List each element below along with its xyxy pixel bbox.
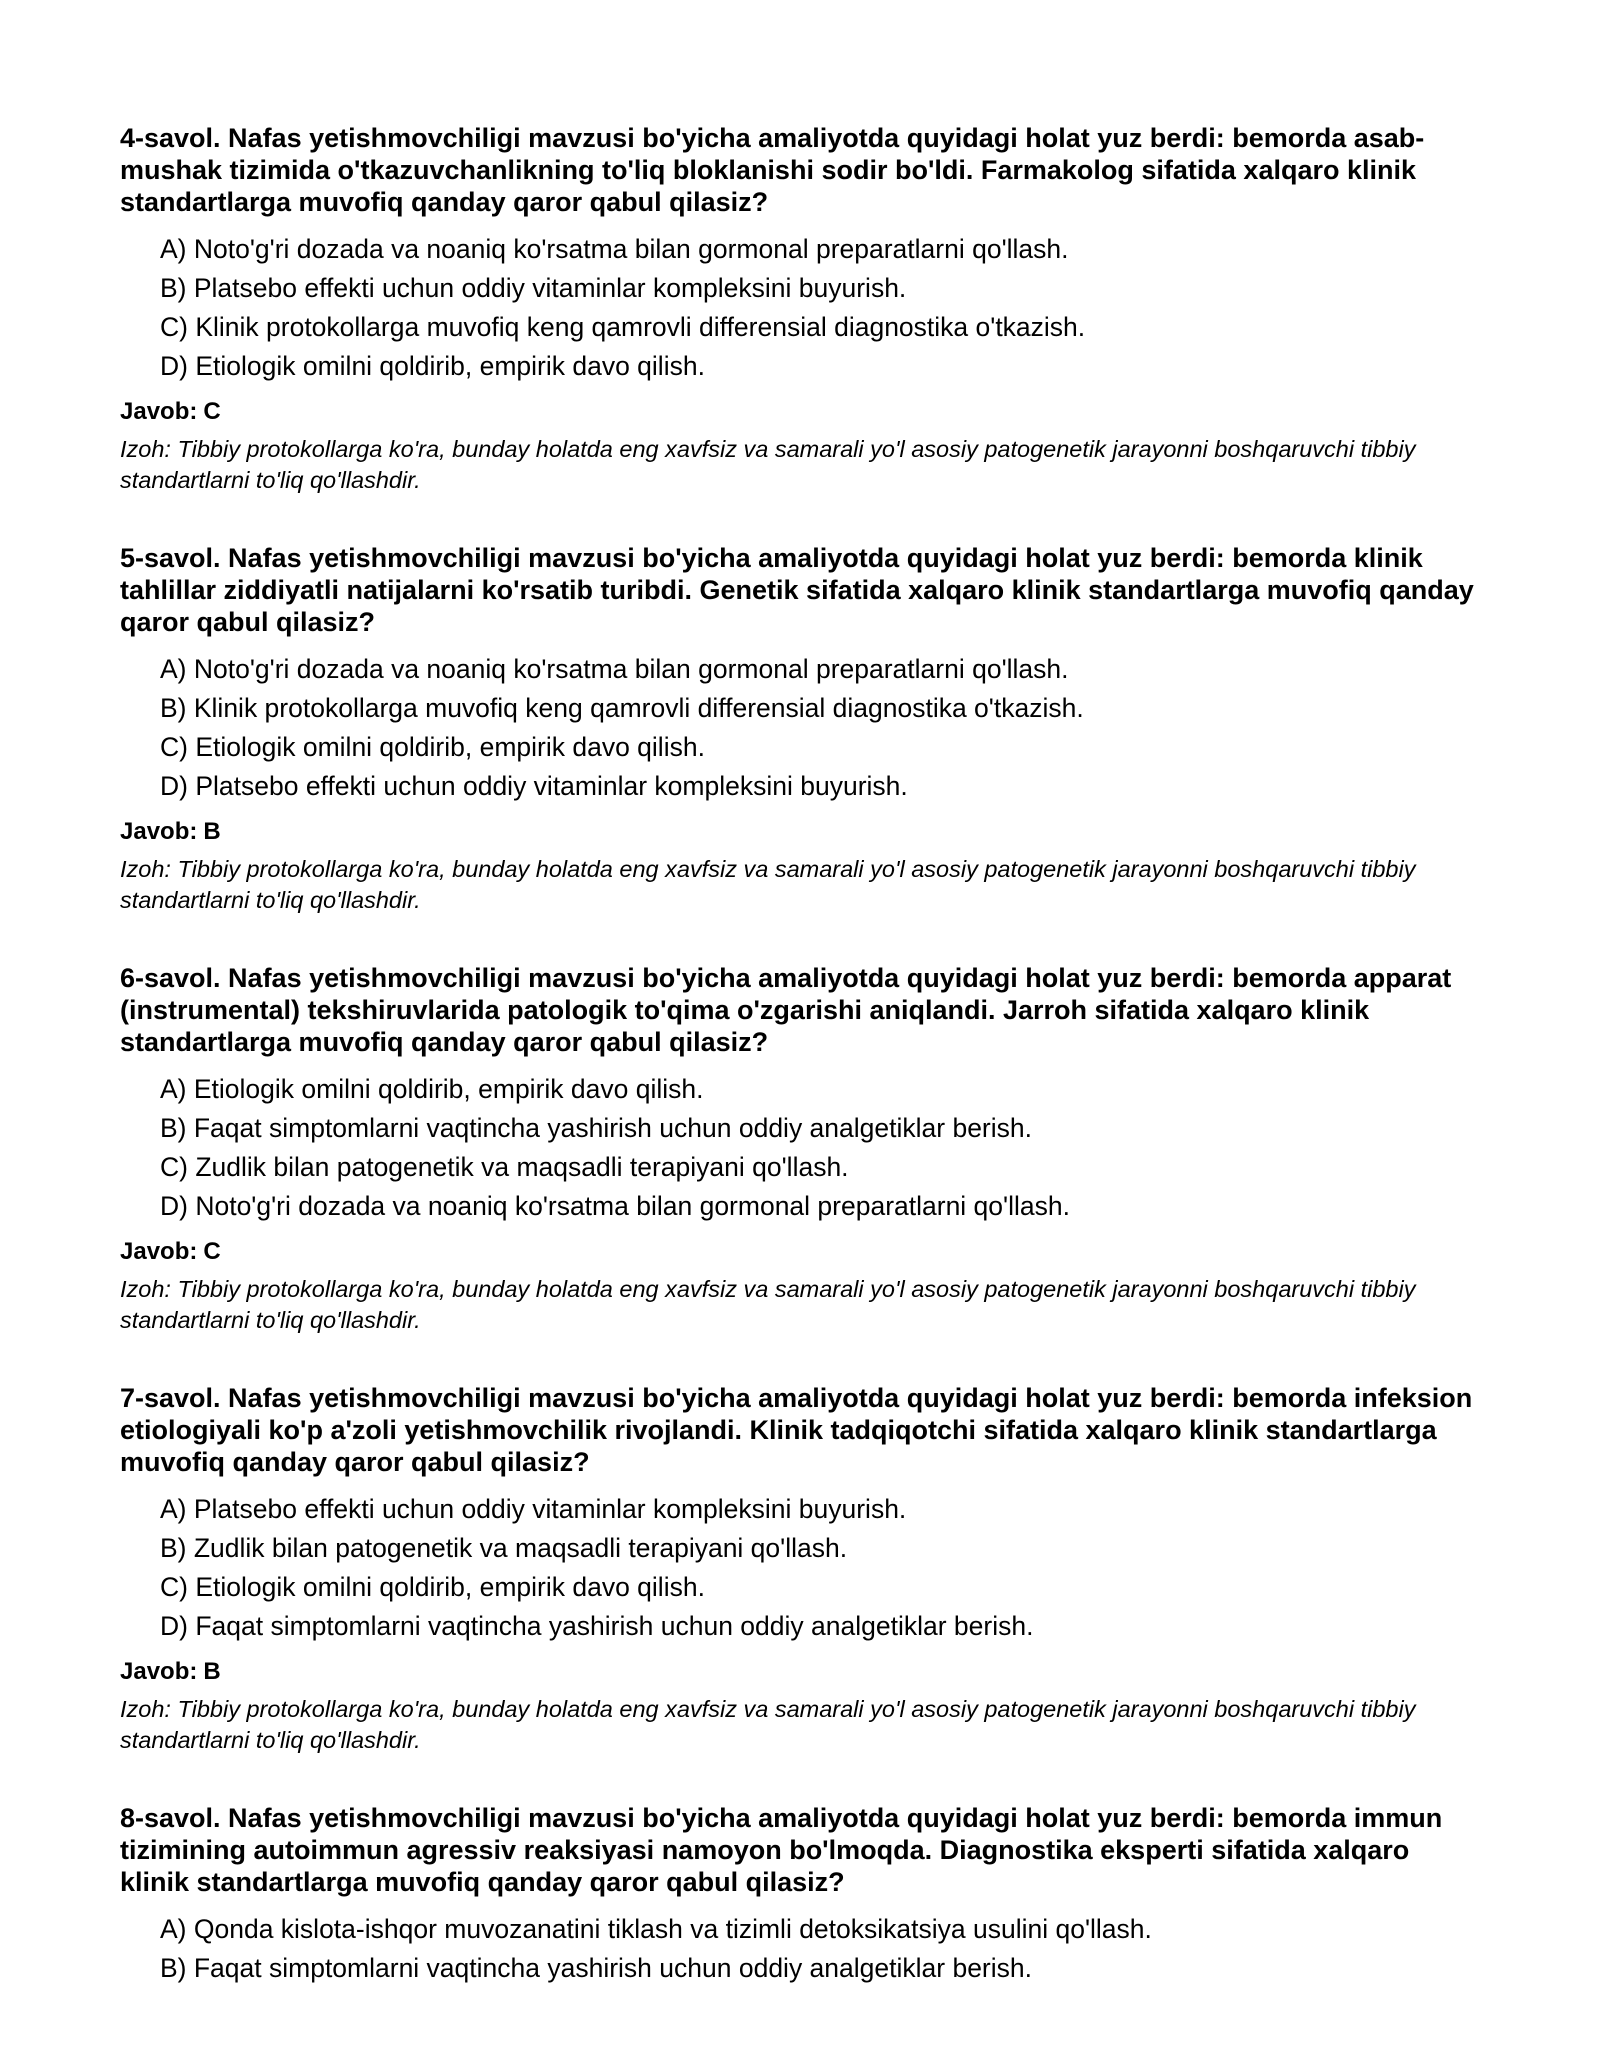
explanation: Izoh: Tibbiy protokollarga ko'ra, bunday holatda eng xavfsiz va samarali yo'l asosiy patogenetik jarayonni boshqaruvchi tibbiy standartlarni to'liq qo'llashdir. [120,1696,1416,1753]
option-b: B) Faqat simptomlarni vaqtincha yashirish uchun oddiy analgetiklar berish. [160,1953,1032,1983]
answer-value: C [203,1238,221,1265]
question-7 [120,1382,1482,1756]
answer-label: Javob: [120,398,198,425]
option-d: D) Etiologik omilni qoldirib, empirik davo qilish. [160,351,705,381]
answer-label: Javob: [120,1238,198,1265]
answer-line [120,396,1482,428]
option-a: A) Etiologik omilni qoldirib, empirik davo qilish. [160,1074,704,1104]
option-a: A) Platsebo effekti uchun oddiy vitaminlar kompleksini buyurish. [160,1494,907,1524]
answer-label: Javob: [120,818,198,845]
question-title: 8-savol. Nafas yetishmovchiligi mavzusi bo'yicha amaliyotda quyidagi holat yuz berdi: bemorda immun tizimining autoimmun agressiv reaksiyasi namoyon bo'lmoqda. Diagnostika eksperti sifatida xalqaro klinik standartlarga muvofiq qanday qaror qabul qilasiz? [120,1803,1443,1897]
option-c: C) Klinik protokollarga muvofiq keng qamrovli differensial diagnostika o'tkazish. [160,312,1086,342]
option-a: A) Qonda kislota-ishqor muvozanatini tiklash va tizimli detoksikatsiya usulini qo'llash. [160,1914,1152,1944]
answer-line [120,816,1482,848]
answer-line [120,1656,1482,1688]
question-4 [120,122,1482,496]
question-title: 7-savol. Nafas yetishmovchiligi mavzusi bo'yicha amaliyotda quyidagi holat yuz berdi: bemorda infeksion etiologiyali ko'p a'zoli yetishmovchilik rivojlandi. Klinik tadqiqotchi sifatida xalqaro klinik standartlarga muvofiq qanday qaror qabul qilasiz? [120,1383,1473,1477]
question-title: 6-savol. Nafas yetishmovchiligi mavzusi bo'yicha amaliyotda quyidagi holat yuz berdi: bemorda apparat (instrumental) tekshiruvlarida patologik to'qima o'zgarishi aniqlandi. Jarroh sifatida xalqaro klinik standartlarga muvofiq qanday qaror qabul qilasiz? [120,963,1452,1057]
options-list [120,1490,1482,1646]
question-5 [120,542,1482,916]
option-b: B) Faqat simptomlarni vaqtincha yashirish uchun oddiy analgetiklar berish. [160,1113,1032,1143]
answer-label: Javob: [120,1658,198,1685]
options-list [120,1070,1482,1226]
option-b: B) Zudlik bilan patogenetik va maqsadli terapiyani qo'llash. [160,1533,848,1563]
options-list [120,650,1482,806]
explanation: Izoh: Tibbiy protokollarga ko'ra, bunday holatda eng xavfsiz va samarali yo'l asosiy patogenetik jarayonni boshqaruvchi tibbiy standartlarni to'liq qo'llashdir. [120,436,1416,493]
option-b: B) Platsebo effekti uchun oddiy vitaminlar kompleksini buyurish. [160,273,907,303]
option-d: D) Platsebo effekti uchun oddiy vitaminlar kompleksini buyurish. [160,771,908,801]
option-d: D) Noto'g'ri dozada va noaniq ko'rsatma bilan gormonal preparatlarni qo'llash. [160,1191,1070,1221]
options-list [120,1910,1482,1988]
question-title: 4-savol. Nafas yetishmovchiligi mavzusi bo'yicha amaliyotda quyidagi holat yuz berdi: bemorda asab-mushak tizimida o'tkazuvchanlikning to'liq bloklanishi sodir bo'ldi. Farmakolog sifatida xalqaro klinik standartlarga muvofiq qanday qaror qabul qilasiz? [120,123,1425,217]
answer-value: C [203,398,221,425]
option-a: A) Noto'g'ri dozada va noaniq ko'rsatma bilan gormonal preparatlarni qo'llash. [160,234,1069,264]
question-title: 5-savol. Nafas yetishmovchiligi mavzusi bo'yicha amaliyotda quyidagi holat yuz berdi: bemorda klinik tahlillar ziddiyatli natijalarni ko'rsatib turibdi. Genetik sifatida xalqaro klinik standartlarga muvofiq qanday qaror qabul qilasiz? [120,543,1474,637]
option-a: A) Noto'g'ri dozada va noaniq ko'rsatma bilan gormonal preparatlarni qo'llash. [160,654,1069,684]
answer-value: B [203,1658,221,1685]
question-6 [120,962,1482,1336]
explanation: Izoh: Tibbiy protokollarga ko'ra, bunday holatda eng xavfsiz va samarali yo'l asosiy patogenetik jarayonni boshqaruvchi tibbiy standartlarni to'liq qo'llashdir. [120,1276,1416,1333]
option-c: C) Etiologik omilni qoldirib, empirik davo qilish. [160,1572,705,1602]
answer-value: B [203,818,221,845]
explanation: Izoh: Tibbiy protokollarga ko'ra, bunday holatda eng xavfsiz va samarali yo'l asosiy patogenetik jarayonni boshqaruvchi tibbiy standartlarni to'liq qo'llashdir. [120,856,1416,913]
option-c: C) Zudlik bilan patogenetik va maqsadli terapiyani qo'llash. [160,1152,849,1182]
question-8 [120,1802,1482,1988]
option-c: C) Etiologik omilni qoldirib, empirik davo qilish. [160,732,705,762]
option-b: B) Klinik protokollarga muvofiq keng qamrovli differensial diagnostika o'tkazish. [160,693,1084,723]
option-d: D) Faqat simptomlarni vaqtincha yashirish uchun oddiy analgetiklar berish. [160,1611,1034,1641]
options-list [120,230,1482,386]
answer-line [120,1236,1482,1268]
